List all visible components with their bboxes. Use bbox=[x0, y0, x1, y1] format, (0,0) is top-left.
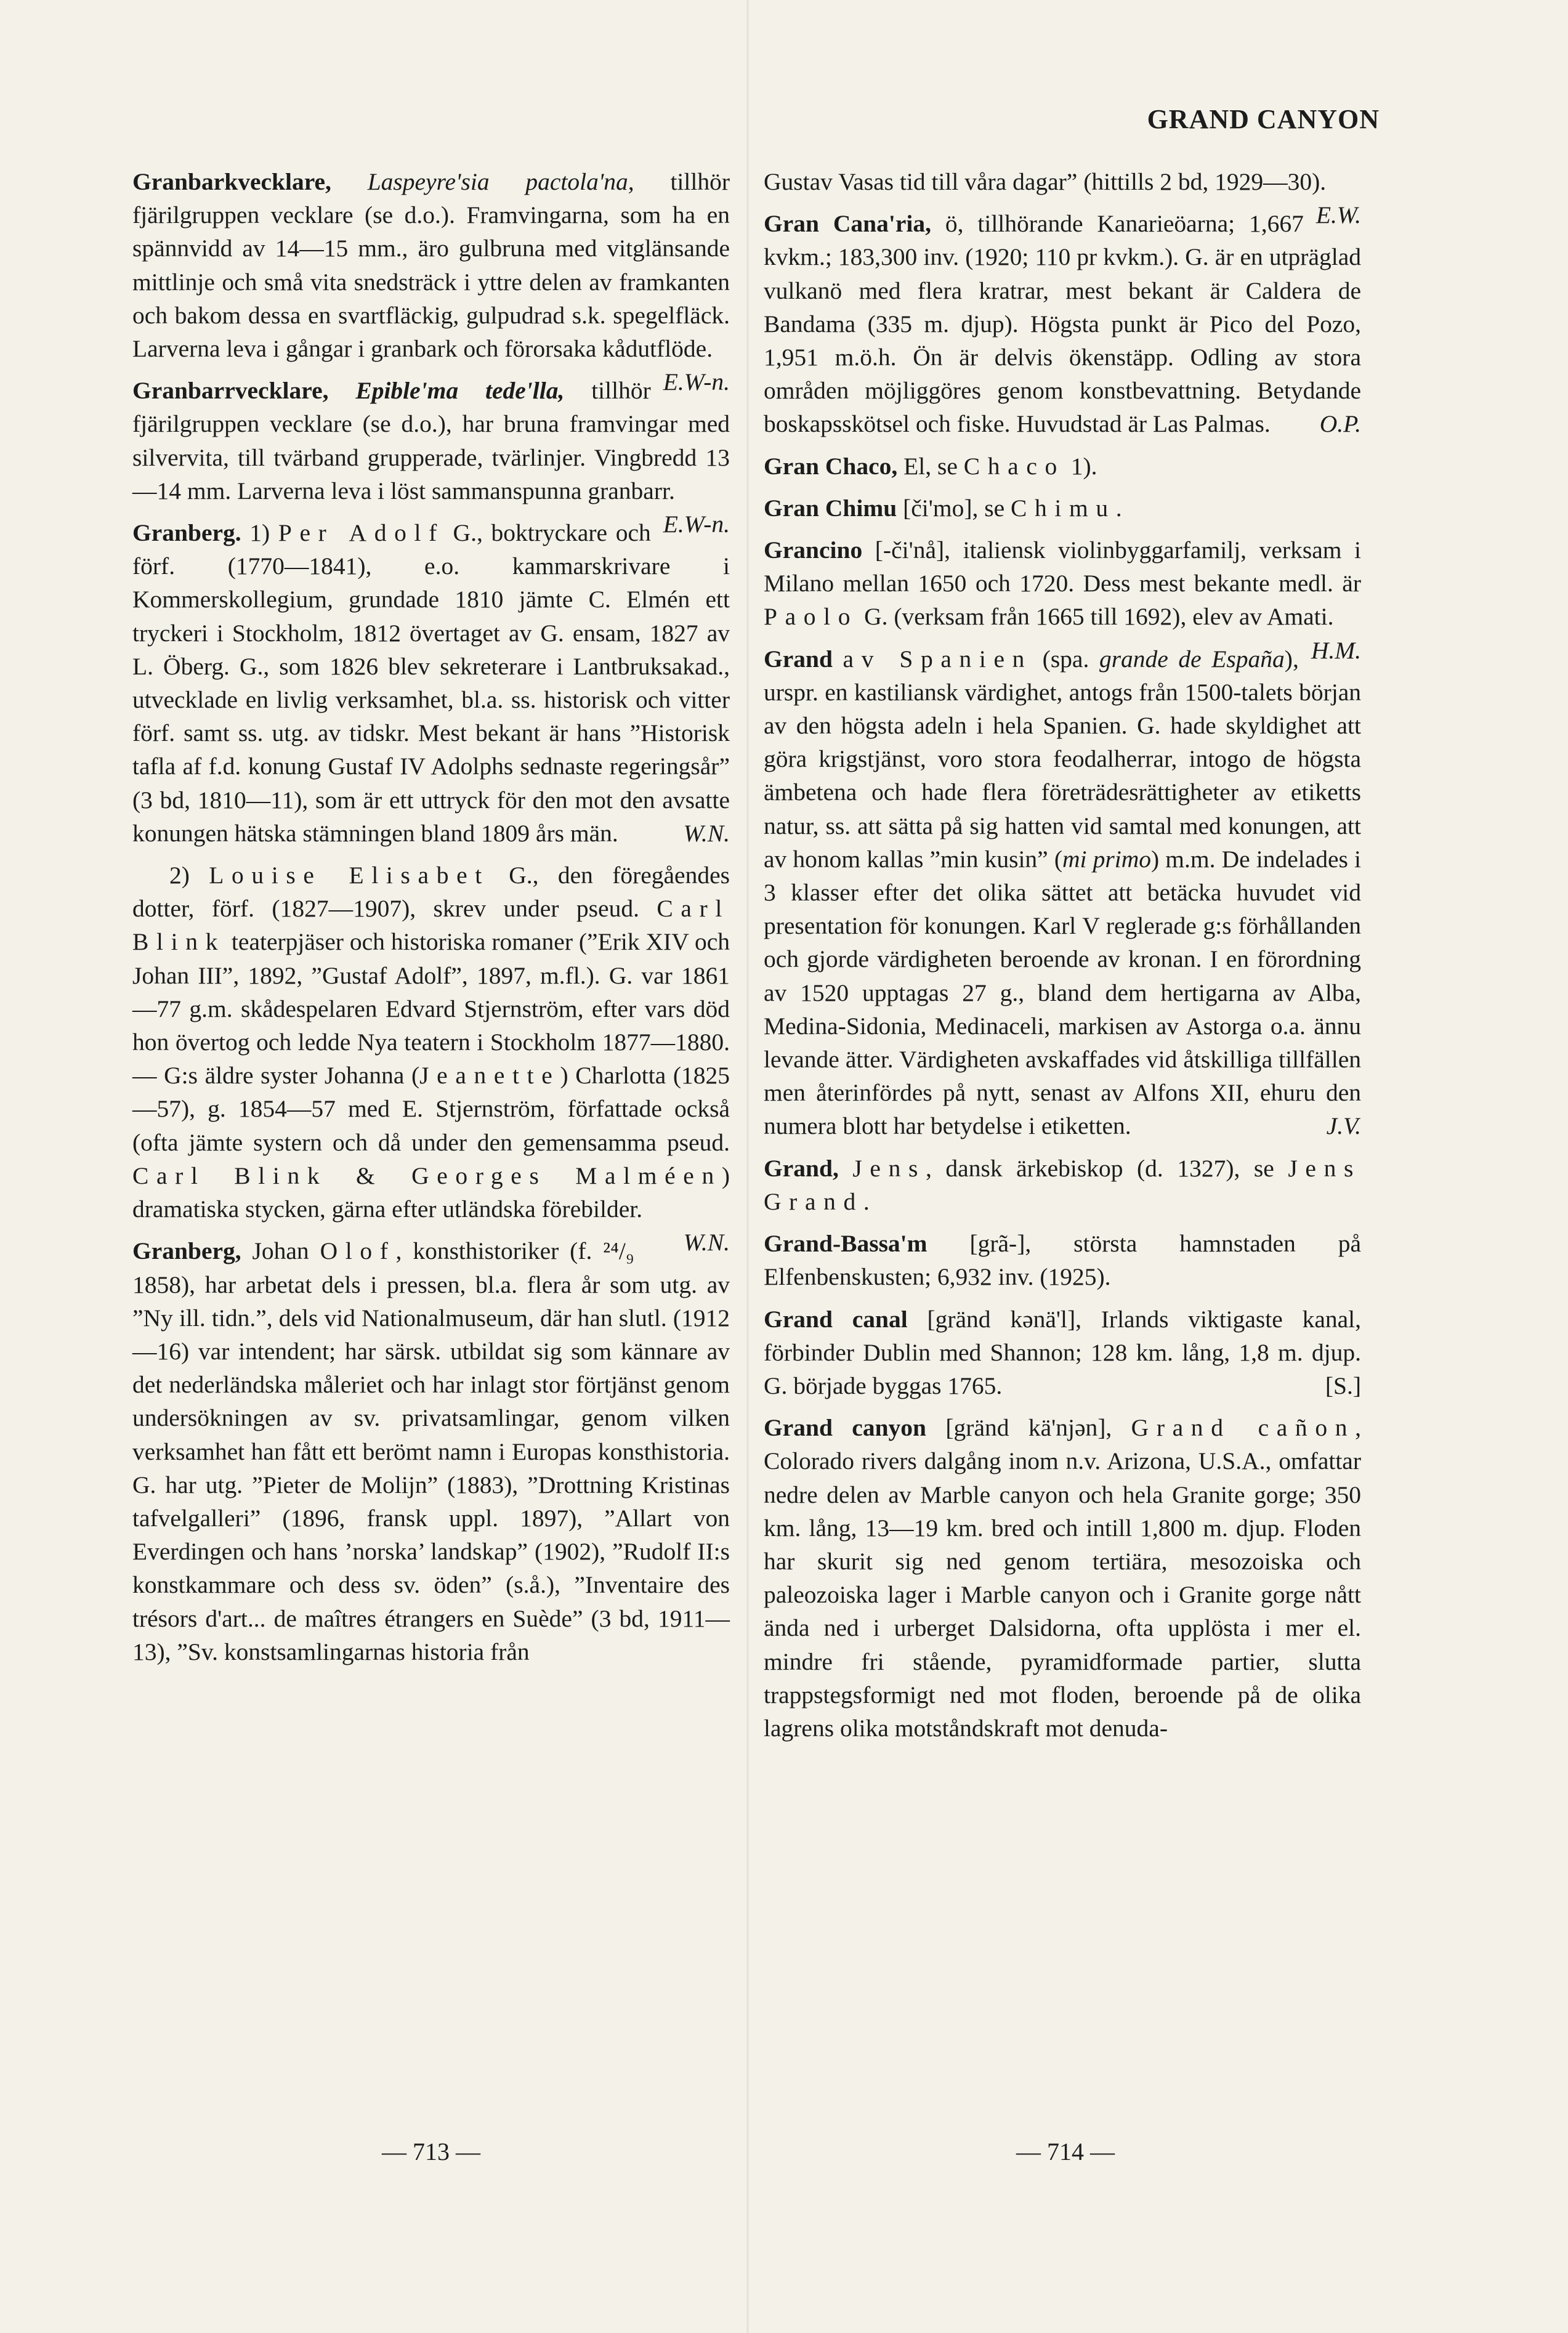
headword: Grand canyon bbox=[764, 1414, 927, 1442]
entry-granberg-per-adolf bbox=[132, 516, 730, 850]
italic-term: mi primo bbox=[1062, 845, 1151, 873]
entry-text: (spa. bbox=[1032, 645, 1099, 673]
right-column bbox=[764, 165, 1361, 1753]
entry-grand-canal bbox=[764, 1303, 1361, 1403]
entry-body: , konsthistoriker (f. ²⁴/₉ 1858), har arbetat dels i pressen, bl.a. flera år som utg. av ”Ny ill. tidn.”, dels vid Nationalmuseum, där han slutl. (1912—16) var intendent; har särsk. utbildat sig som kännare av det nederländska måleriet och har inlagt stor förtjänst genom undersökningen av sv. privatsamlingar, genom vilken verksamhet han fått ett berömt namn i Europas konsthistoria. G. har utg. ”Pieter de Molijn” (1883), ”Drottning Kristinas tafvelgalleri” (1896, fransk uppl. 1897), ”Allart von Everdingen och hans ’norska’ landskap” (1902), ”Rudolf II:s konstkammare och dess sv. öden” (s.å.), ”Inventaire des trésors d'art... de maîtres étrangers en Suède” (3 bd, 1911—13), ”Sv. konstsamlingarnas historia från bbox=[132, 1237, 730, 1665]
entry-text: ) m.m. De indelades i 3 klasser efter det olika sättet att betäcka huvudet vid presentation för konungen. Karl V reglerade g:s förhållanden och gjorde värdigheten beroende av kronan. I en förordning av 1520 upptagas 27 g., bland dem hertigarna av Alba, Medina-Sidonia, Medinaceli, markisen av Astorga o.a. ännu levande ätter. Värdigheten avskaffades vid åtskilliga tillfällen men återinfördes på nytt, senast av Alfons XII, ehuru den numera blott har betydelse i etiketten. bbox=[764, 845, 1361, 1140]
entry-body: [-či'nå], italiensk violinbyggarfamilj, verksam i Milano mellan 1650 och 1720. Dess mest bekante medl. är bbox=[764, 536, 1361, 597]
entry-body: , Colorado rivers dalgång inom n.v. Arizona, U.S.A., omfattar nedre delen av Marble canyon och hela Granite gorge; 350 km. lång, 13—19 km. bred och intill 1,800 m. djup. Floden har skurit sig ned genom tertiära, mesozoiska och paleozoiska lager i Marble canyon och i Granite gorge nått ända ned i urberget Dalsidorna, ofta upplösta i mer el. mindre fri stående, pyramidformade partier, slutta trappstegsformigt ned mot floden, beroende på de olika lagrens olika motståndskraft mot denuda- bbox=[764, 1414, 1361, 1742]
headword: Gran Chimu bbox=[764, 494, 897, 522]
entry-body: [grã-], största hamnstaden på Elfenbenskusten; 6,932 inv. (1925). bbox=[764, 1230, 1361, 1291]
entry-text: , dansk ärkebiskop (d. 1327), se bbox=[925, 1154, 1288, 1182]
entry-text: G., den föregåendes dotter, förf. (1827—1907), skrev under pseud. bbox=[132, 862, 730, 923]
signature: [S.] bbox=[1325, 1372, 1361, 1399]
headword: Grand canal bbox=[764, 1305, 908, 1333]
entry-text: [či'mo], se bbox=[897, 494, 1011, 522]
spaced-name: Paolo bbox=[764, 603, 859, 631]
page-number-left: — 713 — bbox=[382, 2138, 480, 2165]
headword: Granberg, bbox=[132, 1237, 241, 1265]
signature: E.W-n. bbox=[663, 511, 730, 538]
entry-text: 2) bbox=[169, 862, 209, 889]
spaced-name: Louise Elisabet bbox=[209, 862, 490, 889]
entry-text: 1). bbox=[1064, 452, 1097, 480]
signature: E.W-n. bbox=[663, 368, 730, 396]
spaced-name: Grand cañon bbox=[1131, 1414, 1356, 1442]
headword: Grand-Bassa'm bbox=[764, 1230, 927, 1258]
entry-gran-canaria bbox=[764, 207, 1361, 440]
signature: W.N. bbox=[683, 1229, 730, 1256]
latin-name: Laspeyre'sia pactola'na, bbox=[367, 168, 634, 195]
left-column bbox=[132, 165, 730, 1677]
running-head: GRAND CANYON bbox=[1147, 104, 1380, 134]
headword: Grancino bbox=[764, 536, 863, 564]
entry-grand-jens bbox=[764, 1152, 1361, 1218]
headword: Granbarkvecklare, bbox=[132, 168, 331, 195]
spaced-name: av Spanien bbox=[843, 645, 1033, 673]
latin-name: Epible'ma tede'lla, bbox=[355, 377, 565, 405]
entry-body: ö, tillhörande Kanarieöarna; 1,667 kvkm.; 183,300 inv. (1920; 110 pr kvkm.). G. är en utpräglad vulkanö med flera kratrar, mest bekant är Caldera de Bandama (335 m. djup). Högsta punkt är Pico del Pozo, 1,951 m.ö.h. Ön är delvis ökenstäpp. Odling av stora områden möjliggöres genom konstbevattning. Betydande boskapsskötsel och fiske. Huvudstad är Las Palmas. bbox=[764, 210, 1361, 438]
signature: H.M. bbox=[1311, 636, 1361, 664]
headword: Gran Cana'ria, bbox=[764, 210, 931, 238]
spaced-name: Jens Grand bbox=[764, 1154, 1361, 1215]
signature: O.P. bbox=[1319, 410, 1361, 438]
entry-text bbox=[839, 1155, 853, 1182]
spaced-name: Jeanette bbox=[419, 1062, 560, 1090]
entry-text: El, se bbox=[897, 452, 964, 480]
entry-text: G. (verksam från 1665 till 1692), elev av Amati. bbox=[858, 603, 1334, 631]
spaced-name: Olof bbox=[320, 1237, 396, 1265]
italic-term: grande de España bbox=[1099, 645, 1285, 673]
entry-granberg-johan-olof bbox=[132, 1234, 730, 1668]
entry-text: . bbox=[863, 1187, 870, 1215]
spaced-name: Chimu bbox=[1011, 494, 1116, 522]
entry-text: teaterpjäser och historiska romaner (”Erik XIV och Johan III”, 1892, ”Gustaf Adolf”, 1897, m.fl.). G. var 1861—77 g.m. skådespelaren Edvard Stjernström, efter vars död hon övertog och ledde Nya teatern i Stockholm 1877—1880. — G:s äldre syster Johanna ( bbox=[132, 928, 730, 1090]
entry-text: Johan bbox=[241, 1237, 320, 1265]
spaced-name: Chaco bbox=[963, 452, 1065, 480]
entry-text bbox=[833, 645, 843, 673]
entry-gran-chimu bbox=[764, 491, 1361, 525]
spaced-name: Jens bbox=[852, 1154, 926, 1182]
spaced-name: Carl Blink & Georges Malméen bbox=[132, 1162, 722, 1189]
entry-text: [gränd kä'njən], bbox=[926, 1414, 1131, 1442]
page-number-right: — 714 — bbox=[1016, 2138, 1115, 2165]
headword: Grand bbox=[764, 645, 833, 673]
entry-text: 1) bbox=[241, 519, 278, 547]
entry-body: G., boktryckare och förf. (1770—1841), e.o. kammarskrivare i Kommerskollegium, grundade 1810 jämte C. Elmén ett tryckeri i Stockholm, 1812 övertaget av G. ensam, 1827 av L. Öberg. G., som 1826 blev sekreterare i Lantbruksakad., utvecklade en livlig verksamhet, bl.a. ss. historisk och vitter förf. samt ss. utg. av tidskr. Mest bekant är hans ”Historisk tafla af f.d. konung Gustaf IV Adolphs sednaste regeringsår” (3 bd, 1810—11), som är ett uttryck för den mot den avsatte konungen hätska stämningen bland 1809 års män. bbox=[132, 519, 730, 847]
entry-body: Gustav Vasas tid till våra dagar” (hittills 2 bd, 1929—30). bbox=[764, 168, 1327, 195]
entry-text: ) dramatiska stycken, gärna efter utländska förebilder. bbox=[132, 1162, 730, 1223]
signature: W.N. bbox=[683, 819, 730, 847]
entry-text: ), urspr. en kastiliansk värdighet, antogs från 1500-talets början av den högsta adeln i hela Spanien. G. hade skyldighet att göra krigstjänst, voro stora feodalherrar, intogo de högsta ämbetena och hade flera företrädesrättigheter av etiketts natur, ss. att sätta på sig hatten vid samtal med konungen, att av honom kallas ”min kusin” ( bbox=[764, 645, 1361, 873]
entry-body: tillhör fjärilgruppen vecklare (se d.o.), har bruna framvingar med silvervita, till tvärband grupperade, tvärlinjer. Vingbredd 13—14 mm. Larverna leva i löst sammanspunna granbarr. bbox=[132, 377, 730, 504]
entry-grand-av-spanien bbox=[764, 642, 1361, 1143]
page-fold bbox=[746, 0, 749, 2333]
signature: E.W. bbox=[1315, 201, 1361, 229]
headword: Gran Chaco, bbox=[764, 452, 898, 480]
entry-grand-canyon bbox=[764, 1411, 1361, 1745]
entry-text: ) Charlotta (1825—57), g. 1854—57 med E. Stjernström, författade också (ofta jämte systern och då under den gemensamma pseud. bbox=[132, 1062, 730, 1156]
headword: Grand, bbox=[764, 1154, 839, 1182]
entry-body: [gränd kənä'l], Irlands viktigaste kanal, förbinder Dublin med Shannon; 128 km. lång, 1,8 m. djup. G. började byggas 1765. bbox=[764, 1305, 1361, 1399]
spaced-name: Carl Blink bbox=[132, 895, 730, 956]
headword: Granberg. bbox=[132, 519, 241, 547]
headword: Granbarrvecklare, bbox=[132, 377, 329, 405]
entry-text: . bbox=[1115, 494, 1122, 522]
spaced-name: Per Adolf bbox=[278, 519, 445, 547]
entry-gran-chaco bbox=[764, 450, 1361, 483]
entry-body: tillhör fjärilgruppen vecklare (se d.o.). Framvingarna, som ha en spännvidd av 14—15 mm., äro gulbruna med vitglänsande mittlinje och små vita snedsträck i yttre delen av framkanten och bakom dessa en svartfläckig, gulpudrad s.k. spegelfläck. Larverna leva i gångar i granbark och förorsaka kådutflöde. bbox=[132, 168, 730, 363]
entry-grand-bassam bbox=[764, 1227, 1361, 1293]
signature: J.V. bbox=[1326, 1112, 1361, 1140]
